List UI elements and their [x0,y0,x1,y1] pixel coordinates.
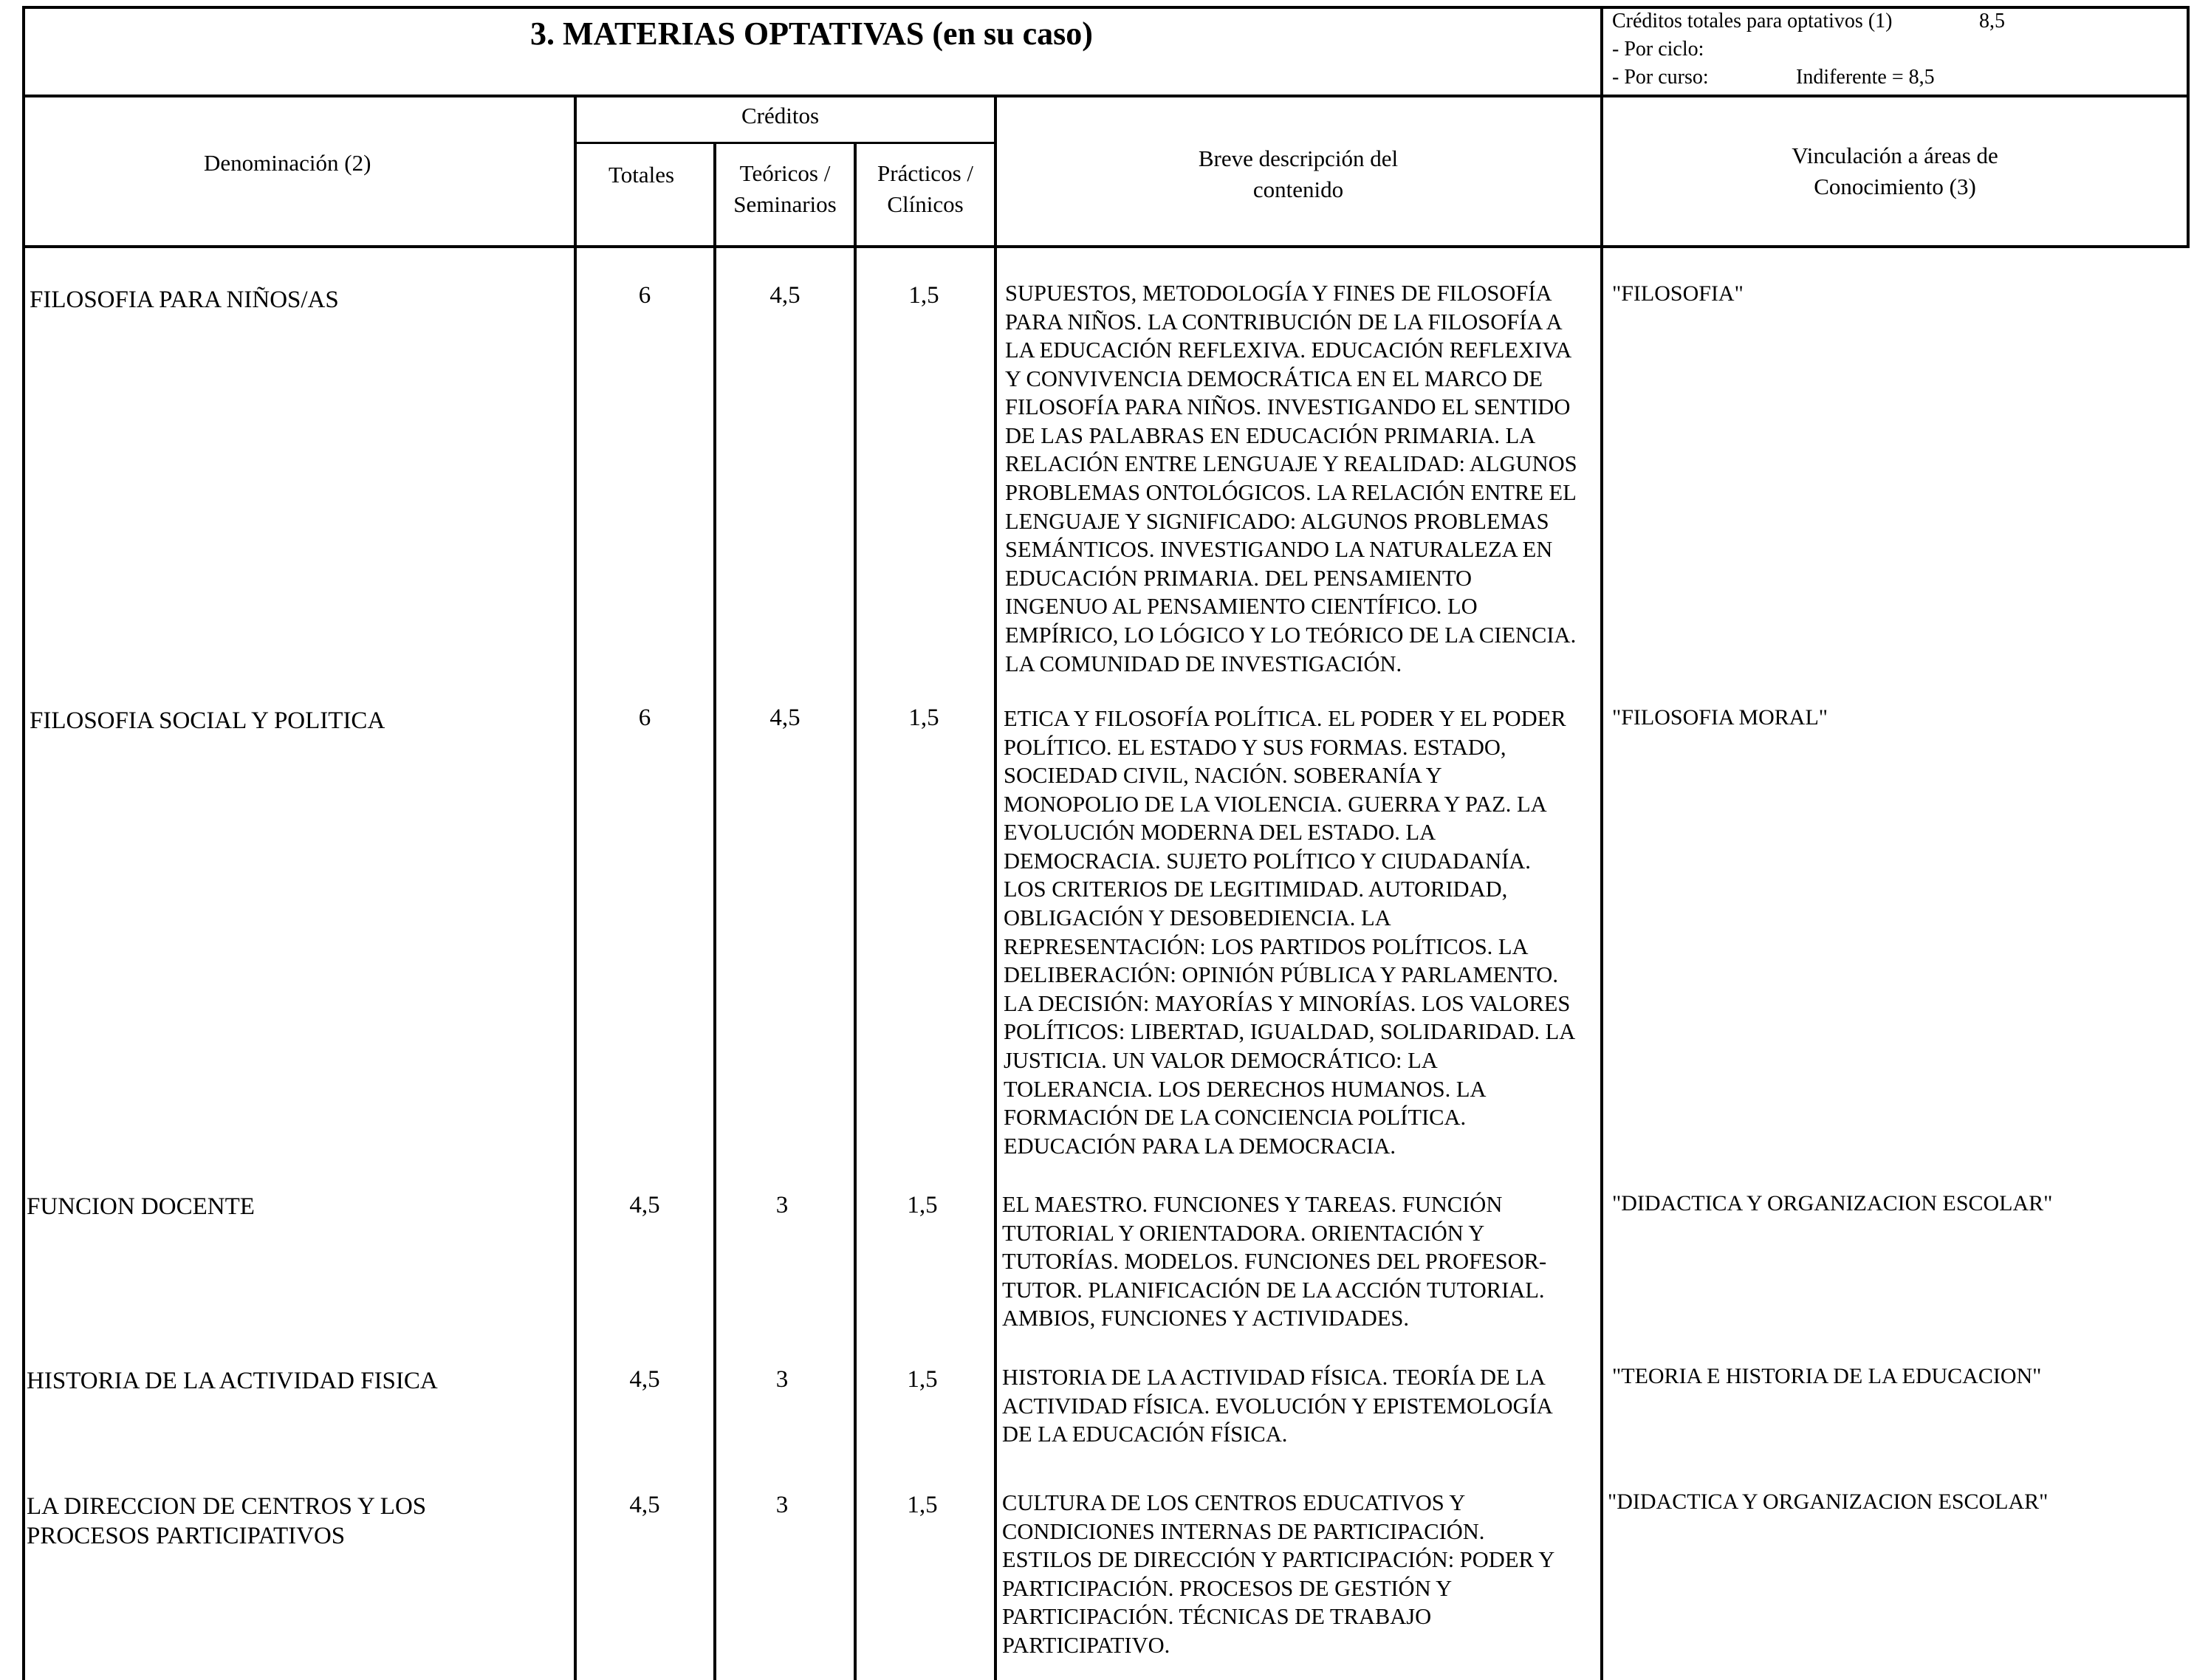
subject-name-line1: LA DIRECCION DE CENTROS Y LOS [27,1493,427,1520]
header-practicos [854,158,997,220]
creditos-group-divider [576,142,995,144]
table-border-top [22,6,2190,9]
header-row-divider [22,245,2190,248]
header-vinculacion [1600,140,2190,202]
table-border-right [2187,6,2190,248]
knowledge-area: "TEORIA E HISTORIA DE LA EDUCACION" [1612,1364,2042,1388]
col-line-2 [713,142,716,1680]
credits-total-value: 8,5 [1979,10,2005,32]
knowledge-area: "FILOSOFIA" [1612,281,1744,306]
title-row-divider [22,95,2190,97]
col-line-3 [854,142,857,1680]
knowledge-area: "FILOSOFIA MORAL" [1612,705,1828,730]
header-vinculacion-line2: Conocimiento (3) [1814,173,1976,199]
header-descripcion [994,143,1602,205]
credits-total-label: Créditos totales para optativos (1) [1612,10,1893,32]
header-descripcion-line2: contenido [1252,176,1344,202]
header-teoricos-line1: Teóricos / [739,160,831,186]
header-creditos: Créditos [741,103,820,128]
credits-per-cycle-label: - Por ciclo: [1612,38,1704,61]
header-practicos-line2: Clínicos [887,191,964,217]
header-vinculacion-line1: Vinculación a áreas de [1792,143,1998,168]
header-descripcion-line1: Breve descripción del [1198,145,1399,171]
subject-name: FILOSOFIA SOCIAL Y POLITICA [30,707,385,734]
subject-description: SUPUESTOS, METODOLOGÍA Y FINES DE FILOSOFÍA PARA NIÑOS. LA CONTRIBUCIÓN DE LA FILOSOFÍA A LA EDUCACIÓN REFLEXIVA. EDUCACIÓN REFLEXIVA Y CONVIVENCIA DEMOCRÁTICA EN EL MARCO DE FILOSOFÍA PARA NIÑOS. INVESTIGANDO EL SENTIDO DE LAS PALABRAS EN EDUCACIÓN PRIMARIA. LA RELACIÓN ENTRE LENGUAJE Y REALIDAD: ALGUNOS PROBLEMAS ONTOLÓGICOS. LA RELACIÓN ENTRE EL LENGUAJE Y SIGNIFICADO: ALGUNOS PROBLEMAS SEMÁNTICOS. INVESTIGANDO LA NATURALEZA EN EDUCACIÓN PRIMARIA. DEL PENSAMIENTO INGENUO AL PENSAMIENTO CIENTÍFICO. LO EMPÍRICO, LO LÓGICO Y LO TEÓRICO DE LA CIENCIA. LA COMUNIDAD DE INVESTIGACIÓN. [1005,281,1577,676]
subject-description: HISTORIA DE LA ACTIVIDAD FÍSICA. TEORÍA DE LA ACTIVIDAD FÍSICA. EVOLUCIÓN Y EPISTEMOLOGÍA DE LA EDUCACIÓN FÍSICA. [1002,1365,1553,1447]
col-line-4 [994,95,997,1680]
subject-description: ETICA Y FILOSOFÍA POLÍTICA. EL PODER Y EL PODER POLÍTICO. EL ESTADO Y SUS FORMAS. ESTADO, SOCIEDAD CIVIL, NACIÓN. SOBERANÍA Y MONOPOLIO DE LA VIOLENCIA. GUERRA Y PAZ. LA EVOLUCIÓN MODERNA DEL ESTADO. LA DEMOCRACIA. SUJETO POLÍTICO Y CIUDADANÍA. LOS CRITERIOS DE LEGITIMIDAD. AUTORIDAD, OBLIGACIÓN Y DESOBEDIENCIA. LA REPRESENTACIÓN: LOS PARTIDOS POLÍTICOS. LA DELIBERACIÓN: OPINIÓN PÚBLICA Y PARLAMENTO. LA DECISIÓN: MAYORÍAS Y MINORÍAS. LOS VALORES POLÍTICOS: LIBERTAD, IGUALDAD, SOLIDARIDAD. LA JUSTICIA. UN VALOR DEMOCRÁTICO: LA TOLERANCIA. LOS DERECHOS HUMANOS. LA FORMACIÓN DE LA CONCIENCIA POLÍTICA. EDUCACIÓN PARA LA DEMOCRACIA. [1004,706,1576,1159]
subject-name: HISTORIA DE LA ACTIVIDAD FISICA [27,1368,438,1394]
subject-name: FILOSOFIA PARA NIÑOS/AS [30,287,339,313]
header-practicos-line1: Prácticos / [877,160,973,186]
knowledge-area: "DIDACTICA Y ORGANIZACION ESCOLAR" [1612,1191,2053,1216]
header-denominacion: Denominación (2) [204,150,371,176]
subject-name [27,1492,426,1552]
credits-per-course-label: - Por curso: [1612,66,1709,89]
header-teoricos [713,158,857,220]
subject-name-line2: PROCESOS PARTICIPATIVOS [27,1523,346,1550]
header-totales: Totales [609,162,675,188]
subject-description: CULTURA DE LOS CENTROS EDUCATIVOS Y CONDICIONES INTERNAS DE PARTICIPACIÓN. ESTILOS DE DIRECCIÓN Y PARTICIPACIÓN: PODER Y PARTICIPACIÓN. PROCESOS DE GESTIÓN Y PARTICIPACIÓN. TÉCNICAS DE TRABAJO PARTICIPATIVO. [1002,1490,1555,1658]
table-border-left [22,6,25,1680]
header-teoricos-line2: Seminarios [733,191,837,217]
subject-description: EL MAESTRO. FUNCIONES Y TAREAS. FUNCIÓN TUTORIAL Y ORIENTADORA. ORIENTACIÓN Y TUTORÍAS. MODELOS. FUNCIONES DEL PROFESOR- TUTOR. PLANIFICACIÓN DE LA ACCIÓN TUTORIAL. AMBIOS, FUNCIONES Y ACTIVIDADES. [1002,1192,1547,1331]
section-title: 3. MATERIAS OPTATIVAS (en su caso) [530,16,1093,52]
subject-name: FUNCION DOCENTE [27,1193,255,1220]
optional-subjects-table: 3. MATERIAS OPTATIVAS (en su caso) Créditos totales para optativos (1) 8,5 - Por ciclo: - Por curso: Indiferente = 8,5 Denominación (2) Créditos Totales Teóricos / Seminarios Prácticos / Clínicos Breve descripción del contenido Vinculación a áreas de Conocimiento (3) FILOSOFIA PARA NIÑOS/AS 6 4,5 1,5 SUPUESTOS, METODOLOGÍA Y FINES DE FILOSOFÍA PARA NIÑOS. LA CONTRIBUCIÓN DE LA FILOSOFÍA A LA EDUCACIÓN REFLEXIVA. EDUCACIÓN REFLEXIVA Y CONVIVENCIA DEMOCRÁTICA EN EL MARCO DE FILOSOFÍA PARA NIÑOS. INVESTIGANDO EL SENTIDO DE LAS PALABRAS EN EDUCACIÓN PRIMARIA. LA RELACIÓN ENTRE LENGUAJE Y REALIDAD: ALGUNOS PROBLEMAS ONTOLÓGICOS. LA RELACIÓN ENTRE EL LENGUAJE Y SIGNIFICADO: ALGUNOS PROBLEMAS SEMÁNTICOS. INVESTIGANDO LA NATURALEZA EN EDUCACIÓN PRIMARIA. DEL PENSAMIENTO INGENUO AL PENSAMIENTO CIENTÍFICO. LO EMPÍRICO, LO LÓGICO Y LO TEÓRICO DE LA CIENCIA. LA COMUNIDAD DE INVESTIGACIÓN. "FILOSOFIA" FILOSOFIA SOCIAL Y POLITICA 6 4,5 1,5 ETICA Y FILOSOFÍA POLÍTICA. EL PODER Y EL PODER POLÍTICO. EL ESTADO Y SUS FORMAS. ESTADO, SOCIEDAD CIVIL, NACIÓN. SOBERANÍA Y MONOPOLIO DE LA VIOLENCIA. GUERRA Y PAZ. LA EVOLUCIÓN MODERNA DEL ESTADO. LA DEMOCRACIA. SUJETO POLÍTICO Y CIUDADANÍA. LOS CRITERIOS DE LEGITIMIDAD. AUTORIDAD, OBLIGACIÓN Y DESOBEDIENCIA. LA REPRESENTACIÓN: LOS PARTIDOS POLÍTICOS. LA DELIBERACIÓN: OPINIÓN PÚBLICA Y PARLAMENTO. LA DECISIÓN: MAYORÍAS Y MINORÍAS. LOS VALORES POLÍTICOS: LIBERTAD, IGUALDAD, SOLIDARIDAD. LA JUSTICIA. UN VALOR DEMOCRÁTICO: LA TOLERANCIA. LOS DERECHOS HUMANOS. LA FORMACIÓN DE LA CONCIENCIA POLÍTICA. EDUCACIÓN PARA LA DEMOCRACIA. "FILOSOFIA MORAL" FUNCION DOCENTE 4,5 3 1,5 EL MAESTRO. FUNCIONES Y TAREAS. FUNCIÓN TUTORIAL Y ORIENTADORA. ORIENTACIÓN Y TUTORÍAS. MODELOS. FUNCIONES DEL PROFESOR- TUTOR. PLANIFICACIÓN DE LA ACCIÓN TUTORIAL. AMBIOS, FUNCIONES Y ACTIVIDADES. "DIDACTICA Y ORGANIZACION ESCOLAR" HISTORIA DE LA ACTIVIDAD FISICA 4,5 3 1,5 HISTORIA DE LA ACTIVIDAD FÍSICA. TEORÍA DE LA ACTIVIDAD FÍSICA. EVOLUCIÓN Y EPISTEMOLOGÍA DE LA EDUCACIÓN FÍSICA. "TEORIA E HISTORIA DE LA EDUCACION" LA DIRECCION DE CENTROS Y LOS PROCESOS PARTICIPATIVOS 4,5 3 1,5 CULTURA DE LOS CENTROS EDUCATIVOS Y CONDICIONES INTERNAS DE PARTICIPACIÓN. ESTILOS DE DIRECCIÓN Y PARTICIPACIÓN: PODER Y PARTICIPACIÓN. PROCESOS DE GESTIÓN Y PARTICIPACIÓN. TÉCNICAS DE TRABAJO PARTICIPATIVO. "DIDACTICA Y ORGANIZACION ESCOLAR" [0,0,2194,1680]
col-line-1 [574,95,577,1680]
col-line-5 [1600,95,1603,1680]
knowledge-area: "DIDACTICA Y ORGANIZACION ESCOLAR" [1608,1489,2049,1514]
credits-per-course-value: Indiferente = 8,5 [1796,66,1935,89]
